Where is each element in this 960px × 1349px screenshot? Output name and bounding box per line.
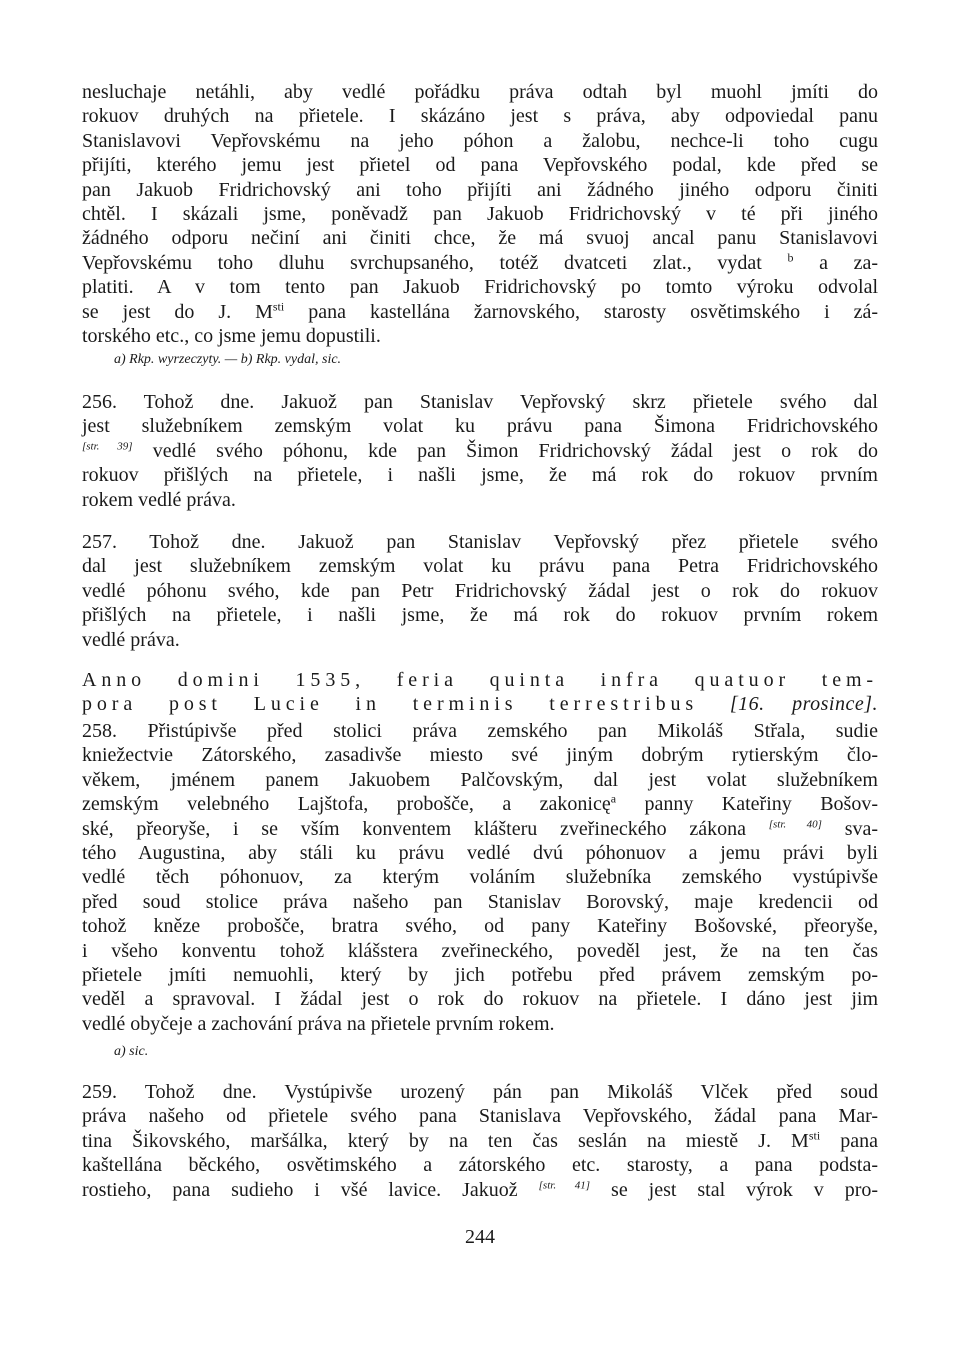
line-text: tina Šikovského, maršálka, který by na ten čas seslán na miestě J. M (82, 1129, 809, 1152)
text-line: chtěl. I skázali jsme, poněvadž pan Jakuob Fridrichovský v té při jiného (82, 202, 878, 225)
line-text: se jest do J. M (82, 300, 273, 323)
text-line: dal jest služebníkem zemským volat ku právu pana Petra Fridrichovského (82, 555, 878, 578)
text-line: kniežectvie Zátorského, zasadivše miesto své jiným dobrým rytierským člo- (82, 744, 878, 767)
footnote-marker: a (610, 791, 617, 806)
line-text: rostieho, pana sudieho i všé lavice. Jakuož (82, 1178, 518, 1201)
text-line: přišlých na přietele, i našli jsme, že má rok do rokuov prvním rokem (82, 604, 878, 627)
text-line: torského etc., co jsme jemu dopustili. (82, 324, 381, 347)
text-line: rokuov druhých na přietele. I skázáno jest s práva, aby odpoviedal panu (82, 105, 878, 128)
line-text: ské, přeoryše, i se vším konventem klášteru zveřineckého zákona (82, 817, 746, 840)
superscript: sti (272, 298, 285, 313)
text-line: pan Jakuob Fridrichovský ani toho přijíti ani žádného jiného odporu činiti (82, 178, 878, 201)
text-line (82, 792, 878, 816)
line-text: panny Kateřiny Bošov- (644, 793, 878, 816)
text-line: veděl a spravoval. I žádal jest o rok do rokuov na přietele. I dáno jest jim (82, 988, 878, 1011)
heading-line (82, 692, 878, 716)
footnote: a) Rkp. wyrzeczyty. — b) Rkp. vydal, sic. (114, 352, 342, 367)
line-text: zemským velebného Lajštofa, probošče, a zakonicę (82, 793, 611, 816)
text-line: věkem, jménem panem Jakuobem Palčovským, dal jest volat služebníkem (82, 768, 878, 791)
heading-date: [16. prosince]. (729, 693, 879, 716)
entry-257 (82, 530, 878, 652)
text-line: před soud stolice práva našeho pan Stanislav Borovský, maje kredencii od (82, 890, 878, 913)
heading-text: pora post Lucie in terminis terrestribus (82, 693, 699, 716)
text-line: 256. Tohož dne. Jakuož pan Stanislav Vepřovský skrz přietele svého dal (82, 391, 878, 413)
text-line: přijíti, kterého jemu jest přietel od pana Vepřovského podal, kde před se (82, 154, 878, 177)
text-line: kaštellána běckého, osvětimského a zátorského etc. starosty, a pana podsta- (82, 1154, 878, 1177)
line-text: Vepřovskému toho dluhu svrchupsaného, totéž dvatceti zlat., vydat (82, 251, 762, 274)
page-number: 244 (465, 1226, 495, 1248)
page-marker: [str. 41] (538, 1178, 591, 1191)
line-text: pana (840, 1129, 878, 1152)
text-line: vedlé póhonu svého, kde pan Petr Fridrichovský žádal jest o rok do rokuov (82, 579, 878, 602)
text-line: i všeho konventu tohož klášstera zveřineckého, poveděl jest, že na ten čas (82, 939, 878, 962)
text-line: jest služebníkem zemským volat ku právu pana Šimona Fridrichovského (82, 415, 878, 438)
text-line: tého Augustina, aby stáli ku právu vedlé dvú póhonuov a jemu právi byli (82, 841, 878, 864)
text-line: vedlé obyčeje a zachování práva na přietele prvním rokem. (82, 1012, 555, 1035)
line-text: vedlé svého póhonu, kde pan Šimon Fridrichovský žádal jest o rok do (152, 439, 878, 462)
heading-line: Anno domini 1535, feria quinta infra quatuor tem- (82, 669, 878, 691)
session-heading (82, 668, 878, 717)
text-line (82, 817, 878, 841)
text-line: nesluchaje netáhli, aby vedlé pořádku práva odtah byl muohl jmíti do (82, 81, 878, 103)
line-text: a za- (819, 251, 879, 274)
text-line: 259. Tohož dne. Vystúpivše urozený pán pan Mikoláš Vlček před soud (82, 1081, 878, 1103)
text-line: vedlé těch póhonuov, za kterým voláním služebníka zemského vystúpivše (82, 866, 878, 889)
text-line: 258. Přistúpivše před stolici práva zemského pan Mikoláš Střala, sudie (82, 720, 878, 742)
text-line: rokem vedlé práva. (82, 488, 236, 511)
page-marker: [str. 40] (768, 817, 822, 830)
line-text: pana kastellána žarnovského, starosty osvětimského i zá- (308, 300, 879, 323)
text-line (82, 439, 878, 463)
entry-256 (82, 390, 878, 512)
superscript: sti (808, 1128, 821, 1143)
line-text: sva- (844, 817, 879, 840)
text-line (82, 251, 878, 275)
entry-259 (82, 1080, 878, 1202)
page-marker: [str. 39] (82, 440, 133, 453)
text-line (82, 1129, 878, 1153)
footnote: a) sic. (114, 1044, 149, 1059)
text-line: práva našeho od přietele svého pana Stanislava Vepřovského, žádal pana Mar- (82, 1105, 878, 1128)
text-line: 257. Tohož dne. Jakuož pan Stanislav Vepřovský přez přietele svého (82, 531, 878, 553)
text-line (82, 300, 878, 324)
text-line: Stanislavovi Vepřovskému na jeho póhon a žalobu, nechce-li toho cugu (82, 129, 878, 152)
text-line: platiti. A v tom tento pan Jakuob Fridrichovský po tomto výroku odvolal (82, 276, 878, 299)
text-line: žádného odporu nečiní ani činiti chce, že má svuoj ancal panu Stanislavovi (82, 227, 878, 250)
entry-258 (82, 719, 878, 1036)
footnote-marker: b (787, 250, 794, 265)
text-line: tohož kněze probošče, bratra svého, od pany Kateřiny Bošovské, přeoryše, (82, 915, 878, 938)
text-line: vedlé práva. (82, 628, 180, 651)
text-line: rokuov přišlých na přietele, i našli jsme, že má rok do rokuov prvním (82, 464, 878, 487)
line-text: se jest stal výrok v pro- (611, 1178, 879, 1201)
text-line (82, 1178, 878, 1202)
text-line: přietele jmíti nemuohli, který by jich potřebu před právem zemským po- (82, 963, 878, 986)
section-continuation (82, 80, 878, 348)
